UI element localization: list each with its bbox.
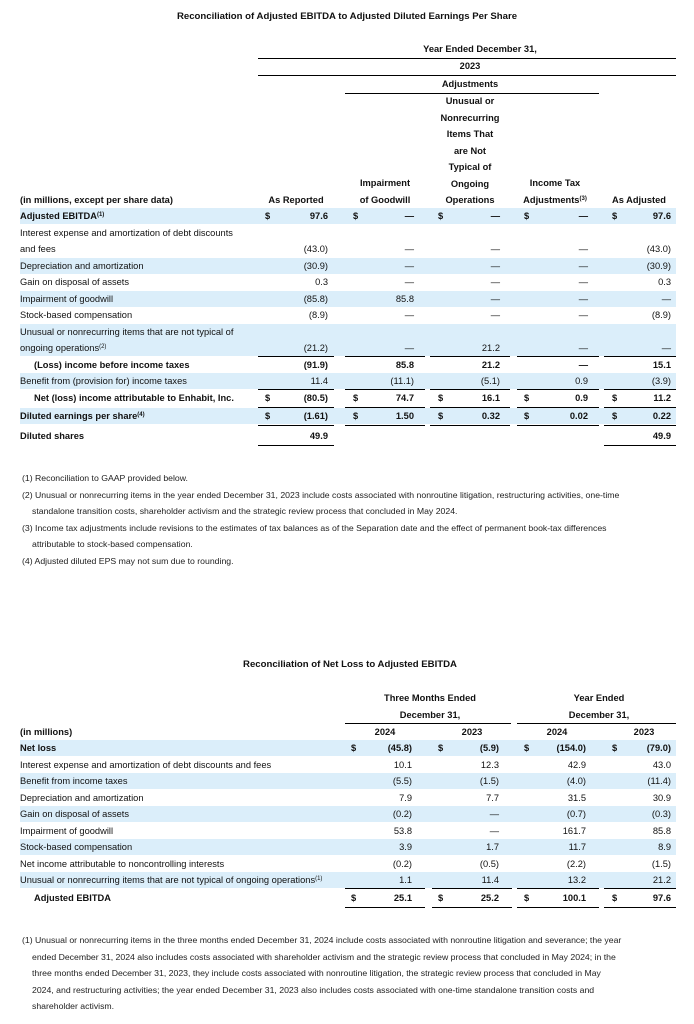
y2023-value: 30.9 bbox=[652, 793, 671, 803]
t1-rule bbox=[258, 425, 334, 426]
row-label: and fees bbox=[20, 244, 56, 254]
unusual-value: 21.2 bbox=[481, 343, 500, 353]
t2-rule bbox=[517, 888, 599, 889]
adjusted-value: 0.3 bbox=[658, 277, 671, 287]
unusual-value: — bbox=[490, 211, 500, 221]
t1-rule bbox=[604, 445, 676, 446]
y2024-value: (2.2) bbox=[566, 859, 586, 869]
t2-rule bbox=[604, 907, 676, 908]
q2023-value: 1.7 bbox=[486, 842, 499, 852]
t1-rule bbox=[517, 425, 599, 426]
adjusted-value: (3.9) bbox=[651, 376, 671, 386]
table-row bbox=[20, 291, 676, 307]
reported-value: (30.9) bbox=[303, 261, 328, 271]
row-label: Impairment of goodwill bbox=[20, 826, 114, 836]
currency-symbol: $ bbox=[438, 393, 444, 403]
table-row bbox=[20, 856, 676, 872]
y2024-value: 161.7 bbox=[562, 826, 586, 836]
tax-value: — bbox=[578, 211, 588, 221]
table-row bbox=[20, 357, 676, 373]
q2023-value: (0.5) bbox=[479, 859, 499, 869]
reported-value: (85.8) bbox=[303, 294, 328, 304]
q2023-value: — bbox=[489, 809, 499, 819]
currency-symbol: $ bbox=[265, 411, 271, 421]
reported-value: (80.5) bbox=[303, 393, 328, 403]
adjusted-value: 15.1 bbox=[652, 360, 671, 370]
currency-symbol: $ bbox=[612, 411, 618, 421]
tax-value: — bbox=[578, 294, 588, 304]
y2024-value: 100.1 bbox=[562, 893, 586, 903]
table-row bbox=[20, 225, 676, 241]
tax-value: — bbox=[578, 261, 588, 271]
t1-rule bbox=[604, 425, 676, 426]
reported-value: (1.61) bbox=[303, 411, 328, 421]
row-label: Stock-based compensation bbox=[20, 842, 133, 852]
currency-symbol: $ bbox=[353, 393, 359, 403]
q2024-value: 53.8 bbox=[393, 826, 412, 836]
row-label: Net income attributable to noncontrolling interests bbox=[20, 859, 225, 869]
table-row bbox=[20, 274, 676, 290]
t2-year-2023-y: 2023 bbox=[633, 727, 655, 737]
y2024-value: 42.9 bbox=[567, 760, 586, 770]
q2023-value: 25.2 bbox=[480, 893, 499, 903]
t2-rule bbox=[432, 888, 512, 889]
y2024-value: 13.2 bbox=[567, 875, 586, 885]
t1-rule bbox=[345, 425, 425, 426]
table-row bbox=[20, 790, 676, 806]
row-label: Impairment of goodwill bbox=[20, 294, 114, 304]
tax-value: 0.02 bbox=[569, 411, 588, 421]
table-row bbox=[20, 258, 676, 274]
reported-value: (8.9) bbox=[308, 310, 328, 320]
row-label: Net (loss) income attributable to Enhabit, Inc. bbox=[34, 393, 234, 403]
table-row bbox=[20, 757, 676, 773]
q2024-value: 3.9 bbox=[399, 842, 412, 852]
table-row bbox=[20, 208, 676, 224]
t1-footnotes: (1) Reconciliation to GAAP provided below. (2) Unusual or nonrecurring items in the year ended December 31, 2023 include costs associated with nonroutine litigation, restructuring activities, one-time standalone transition costs, shareholder activism and the strategic review process that concluded in May 2024. (3) Income tax adjustments include revisions to the estimates of tax balances as of the Separation date and the effect of permanent book-tax differences attributable to stock-based compensation. (4) Adjusted diluted EPS may not sum due to rounding. bbox=[22, 473, 620, 566]
q2024-value: 10.1 bbox=[393, 760, 412, 770]
t1-col-tax-header: Income Tax Adjustments$^{(3)}$ bbox=[523, 178, 587, 205]
currency-symbol: $ bbox=[353, 411, 359, 421]
currency-symbol: $ bbox=[353, 211, 359, 221]
impairment-value: — bbox=[404, 244, 414, 254]
impairment-value: 74.7 bbox=[395, 393, 414, 403]
unusual-value: (5.1) bbox=[480, 376, 500, 386]
t2-year-header: Year Ended December 31, bbox=[568, 693, 630, 720]
unusual-value: 0.32 bbox=[481, 411, 500, 421]
table-row bbox=[20, 890, 676, 906]
q2023-value: 7.7 bbox=[486, 793, 499, 803]
unusual-value: — bbox=[490, 244, 500, 254]
reported-value: 49.9 bbox=[309, 431, 328, 441]
currency-symbol: $ bbox=[438, 411, 444, 421]
table-row bbox=[20, 307, 676, 323]
q2024-value: 25.1 bbox=[393, 893, 412, 903]
table-row bbox=[20, 823, 676, 839]
q2024-value: (0.2) bbox=[392, 859, 412, 869]
y2023-value: 21.2 bbox=[652, 875, 671, 885]
y2023-value: 97.6 bbox=[652, 893, 671, 903]
currency-symbol: $ bbox=[265, 211, 271, 221]
row-label: Adjusted EBITDA$^{(1)}$ bbox=[20, 211, 105, 221]
reported-value: 11.4 bbox=[310, 376, 328, 386]
tax-value: 0.9 bbox=[575, 393, 588, 403]
reported-value: 0.3 bbox=[315, 277, 328, 287]
tax-value: — bbox=[578, 277, 588, 287]
t1-col-adjusted-header: As Adjusted bbox=[612, 195, 666, 205]
t2-year-2023-q: 2023 bbox=[461, 727, 483, 737]
q2023-value: — bbox=[489, 826, 499, 836]
q2024-value: (0.2) bbox=[392, 809, 412, 819]
table2-title: Reconciliation of Net Loss to Adjusted EBITDA bbox=[243, 659, 457, 670]
adjusted-value: 11.2 bbox=[653, 393, 671, 403]
row-label: Benefit from (provision for) income taxes bbox=[20, 376, 187, 386]
t1-period-line1: Year Ended December 31, bbox=[423, 44, 537, 54]
t1-col-unusual-header: Unusual or Nonrecurring Items That are Not Typical of Ongoing Operations bbox=[440, 96, 500, 205]
row-label: Depreciation and amortization bbox=[20, 261, 144, 271]
adjusted-value: 97.6 bbox=[652, 211, 671, 221]
row-label: ongoing operations$^{(2)}$ bbox=[20, 343, 107, 353]
currency-symbol: $ bbox=[524, 411, 530, 421]
table-row bbox=[20, 773, 676, 789]
currency-symbol: $ bbox=[524, 743, 530, 753]
q2024-value: 7.9 bbox=[399, 793, 412, 803]
row-label: Gain on disposal of assets bbox=[20, 809, 130, 819]
table-row bbox=[20, 241, 676, 257]
row-label: Gain on disposal of assets bbox=[20, 277, 130, 287]
row-label: Depreciation and amortization bbox=[20, 793, 144, 803]
currency-symbol: $ bbox=[438, 211, 444, 221]
reported-value: (43.0) bbox=[303, 244, 328, 254]
t1-col-reported-header: As Reported bbox=[268, 195, 324, 205]
q2024-value: 1.1 bbox=[399, 875, 412, 885]
row-label: Unusual or nonrecurring items that are not typical of ongoing operations$^{(1)}$ bbox=[20, 875, 323, 885]
adjusted-value: 49.9 bbox=[652, 431, 671, 441]
table-row bbox=[20, 408, 676, 424]
adjusted-value: (30.9) bbox=[646, 261, 671, 271]
adjusted-value: (8.9) bbox=[651, 310, 671, 320]
y2024-value: 31.5 bbox=[567, 793, 586, 803]
table-row bbox=[20, 373, 676, 389]
tax-value: — bbox=[578, 343, 588, 353]
currency-symbol: $ bbox=[612, 211, 618, 221]
t2-rule bbox=[345, 907, 425, 908]
t2-footnote: (1) Unusual or nonrecurring items in the three months ended December 31, 2024 include costs associated with nonroutine litigation and severance; the year ended December 31, 2024 also includes costs associated with shareholder activism and the strategic review process that concluded in May 2024; in the three months ended December 31, 2023, they include costs associated with nonroutine litigation, the strategic review process that concluded in May 2024, and restructuring activities; the year ended December 31, 2023 also includes costs associated with one-time standalone transition costs and shareholder activism. bbox=[22, 935, 622, 1011]
row-label: Net loss bbox=[20, 743, 57, 753]
table-row bbox=[20, 806, 676, 822]
q2023-value: (1.5) bbox=[479, 776, 499, 786]
unusual-value: — bbox=[490, 277, 500, 287]
y2023-value: (0.3) bbox=[651, 809, 671, 819]
q2023-value: 12.3 bbox=[480, 760, 499, 770]
currency-symbol: $ bbox=[265, 393, 271, 403]
table-row bbox=[20, 428, 676, 444]
adjusted-value: 0.22 bbox=[652, 411, 671, 421]
tax-value: — bbox=[578, 360, 588, 370]
t2-row-header: (in millions) bbox=[20, 727, 73, 737]
t1-adjustments: Adjustments bbox=[441, 79, 499, 89]
t1-col-impairment-header: Impairment of Goodwill bbox=[359, 178, 411, 205]
y2023-value: (1.5) bbox=[651, 859, 671, 869]
row-label: Stock-based compensation bbox=[20, 310, 133, 320]
table-row bbox=[20, 740, 676, 756]
impairment-value: — bbox=[404, 277, 414, 287]
currency-symbol: $ bbox=[351, 743, 357, 753]
impairment-value: 1.50 bbox=[395, 411, 414, 421]
t1-rule bbox=[430, 425, 510, 426]
reported-value: (91.9) bbox=[303, 360, 328, 370]
tax-value: 0.9 bbox=[575, 376, 588, 386]
y2023-value: (11.4) bbox=[647, 776, 671, 786]
t2-rule bbox=[604, 888, 676, 889]
q2024-value: (45.8) bbox=[387, 743, 412, 753]
t2-rule bbox=[345, 888, 425, 889]
y2024-value: 11.7 bbox=[568, 842, 586, 852]
y2023-value: 85.8 bbox=[652, 826, 671, 836]
row-label: Adjusted EBITDA bbox=[34, 893, 111, 903]
table-row bbox=[20, 839, 676, 855]
table-row bbox=[20, 340, 676, 356]
currency-symbol: $ bbox=[524, 393, 530, 403]
impairment-value: — bbox=[404, 343, 414, 353]
currency-symbol: $ bbox=[351, 893, 357, 903]
currency-symbol: $ bbox=[438, 893, 444, 903]
row-label: (Loss) income before income taxes bbox=[34, 360, 190, 370]
reported-value: (21.2) bbox=[303, 343, 328, 353]
unusual-value: — bbox=[490, 310, 500, 320]
tax-value: — bbox=[578, 244, 588, 254]
adjusted-value: — bbox=[661, 294, 671, 304]
impairment-value: 85.8 bbox=[395, 294, 414, 304]
currency-symbol: $ bbox=[612, 393, 618, 403]
table1-title: Reconciliation of Adjusted EBITDA to Adjusted Diluted Earnings Per Share bbox=[176, 11, 518, 22]
q2024-value: (5.5) bbox=[392, 776, 412, 786]
unusual-value: — bbox=[490, 261, 500, 271]
impairment-value: — bbox=[404, 211, 414, 221]
unusual-value: — bbox=[490, 294, 500, 304]
tax-value: — bbox=[578, 310, 588, 320]
adjusted-value: — bbox=[661, 343, 671, 353]
currency-symbol: $ bbox=[612, 893, 618, 903]
t2-three-months-header: Three Months Ended December 31, bbox=[384, 693, 476, 720]
table-row bbox=[20, 324, 676, 340]
row-label: Diluted shares bbox=[20, 431, 85, 441]
unusual-value: 16.1 bbox=[481, 393, 500, 403]
t2-year-2024-q: 2024 bbox=[374, 727, 396, 737]
t2-rule bbox=[517, 907, 599, 908]
currency-symbol: $ bbox=[524, 893, 530, 903]
impairment-value: (11.1) bbox=[390, 376, 414, 386]
unusual-value: 21.2 bbox=[481, 360, 500, 370]
row-label: Interest expense and amortization of debt discounts and fees bbox=[20, 760, 272, 770]
row-label: Interest expense and amortization of debt discounts bbox=[20, 228, 233, 238]
table-row bbox=[20, 390, 676, 406]
t1-period-line2: 2023 bbox=[459, 61, 481, 71]
q2023-value: 11.4 bbox=[481, 875, 499, 885]
y2024-value: (0.7) bbox=[566, 809, 586, 819]
y2023-value: (79.0) bbox=[646, 743, 671, 753]
table-row bbox=[20, 872, 676, 888]
y2023-value: 8.9 bbox=[658, 842, 671, 852]
reported-value: 97.6 bbox=[309, 211, 328, 221]
adjusted-value: (43.0) bbox=[646, 244, 671, 254]
q2023-value: (5.9) bbox=[479, 743, 499, 753]
currency-symbol: $ bbox=[612, 743, 618, 753]
t2-year-2024-y: 2024 bbox=[546, 727, 568, 737]
t1-row-header: (in millions, except per share data) bbox=[20, 195, 173, 205]
impairment-value: — bbox=[404, 261, 414, 271]
row-label: Diluted earnings per share$^{(4)}$ bbox=[20, 411, 145, 421]
row-label: Unusual or nonrecurring items that are not typical of bbox=[20, 327, 234, 337]
impairment-value: — bbox=[404, 310, 414, 320]
row-label: Benefit from income taxes bbox=[20, 776, 128, 786]
impairment-value: 85.8 bbox=[395, 360, 414, 370]
t2-rule bbox=[432, 907, 512, 908]
currency-symbol: $ bbox=[524, 211, 530, 221]
y2024-value: (154.0) bbox=[556, 743, 586, 753]
y2023-value: 43.0 bbox=[652, 760, 671, 770]
currency-symbol: $ bbox=[438, 743, 444, 753]
y2024-value: (4.0) bbox=[566, 776, 586, 786]
t1-rule bbox=[258, 445, 334, 446]
